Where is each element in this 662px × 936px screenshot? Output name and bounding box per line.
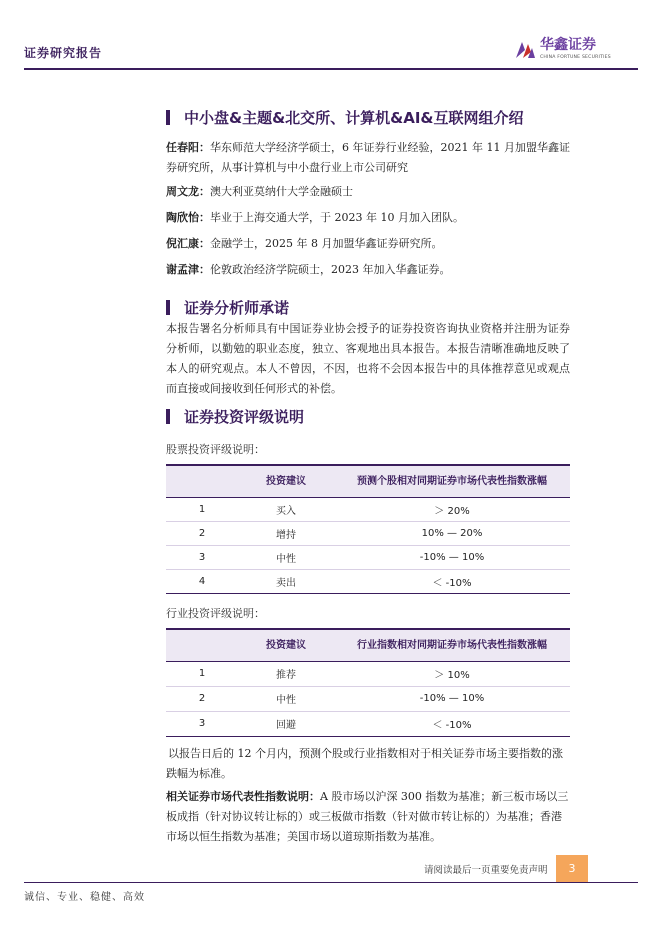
table-row [166, 521, 570, 545]
table-row [166, 497, 570, 521]
table-cell: -10% — 10% [334, 545, 570, 569]
rating-heading-text: 证券投资评级说明 [184, 408, 305, 426]
disclaimer-notice: 请阅读最后一页重要免责声明 [424, 865, 548, 876]
table-cell: 推荐 [238, 661, 334, 686]
table-cell: ＜ -10% [334, 711, 570, 736]
table-cell: 增持 [238, 521, 334, 545]
commitment-text: 本报告署名分析师具有中国证券业协会授予的证券投资咨询执业资格并注册为证券分析师，以勤勉的职业态度，独立、客观地出具本报告。本报告清晰准确地反映了本人的研究观点。本人不曾因，不因，也将不会因本报告中的具体推荐意见或观点而直接或间接收到任何形式的补偿。 [166, 322, 570, 395]
header-cell: 投资建议 [238, 465, 334, 497]
stock-rating-table [166, 464, 570, 594]
member-name: 陶欣怡： [166, 211, 210, 224]
table-row [166, 661, 570, 686]
table-cell: 1 [166, 661, 238, 686]
member-bio-text: 毕业于上海交通大学，于 2023 年 10 月加入团队。 [210, 211, 464, 224]
member-bio-text: 金融学士，2025 年 8 月加盟华鑫证券研究所。 [210, 237, 443, 250]
header-cell: 行业指数相对同期证券市场代表性指数涨幅 [334, 629, 570, 661]
table-cell: -10% — 10% [334, 686, 570, 711]
stock-rating-label: 股票投资评级说明： [166, 443, 265, 456]
table-cell: 2 [166, 686, 238, 711]
team-member-bio [166, 234, 570, 254]
section-marker [166, 409, 170, 424]
table-row [166, 545, 570, 569]
industry-rating-label: 行业投资评级说明： [166, 607, 265, 620]
commitment-section-heading [166, 297, 289, 318]
company-motto: 诚信、专业、稳健、高效 [24, 892, 145, 903]
table-cell: ＜ -10% [334, 569, 570, 593]
table-row [166, 569, 570, 593]
team-member-bio [166, 260, 570, 280]
section-marker [166, 300, 170, 315]
member-bio-text: 伦敦政治经济学院硕士，2023 年加入华鑫证券。 [210, 263, 451, 276]
index-explanation-label: 相关证券市场代表性指数说明： [166, 790, 320, 803]
table-cell: 卖出 [238, 569, 334, 593]
table-row [166, 686, 570, 711]
header-cell: 投资建议 [238, 629, 334, 661]
table-cell: 买入 [238, 497, 334, 521]
table-cell: 4 [166, 569, 238, 593]
table-cell: 3 [166, 545, 238, 569]
table-cell: 中性 [238, 545, 334, 569]
table-cell: 10% — 20% [334, 521, 570, 545]
table-cell: 中性 [238, 686, 334, 711]
logo-english-name: CHINA FORTUNE SECURITIES [540, 55, 611, 60]
header-cell: 预测个股相对同期证券市场代表性指数涨幅 [334, 465, 570, 497]
team-member-bio [166, 138, 570, 178]
table-header-row [166, 465, 570, 497]
team-member-bio [166, 208, 570, 228]
member-bio-text: 澳大利亚莫纳什大学金融硕士 [210, 185, 353, 198]
team-member-bio [166, 182, 570, 202]
footer-divider [24, 882, 638, 883]
commitment-heading-text: 证券分析师承诺 [184, 299, 290, 317]
logo-chinese-name: 华鑫证券 [540, 37, 596, 53]
member-name: 任春阳： [166, 141, 210, 154]
header-cell [166, 465, 238, 497]
section-marker [166, 110, 170, 125]
member-bio-text: 华东师范大学经济学硕士，6 年证券行业经验，2021 年 11 月加盟华鑫证券研究所，从事计算机与中小盘行业上市公司研究 [166, 141, 570, 174]
rating-period-note: 以报告日后的 12 个月内，预测个股或行业指数相对于相关证券市场主要指数的涨跌幅为标准。 [166, 747, 563, 780]
header-divider [24, 68, 638, 70]
table-cell: 回避 [238, 711, 334, 736]
table-cell: 3 [166, 711, 238, 736]
header-cell [166, 629, 238, 661]
table-cell: ＞ 20% [334, 497, 570, 521]
logo-icon [514, 38, 536, 60]
member-name: 倪汇康： [166, 237, 210, 250]
report-type-title: 证券研究报告 [24, 46, 103, 60]
member-name: 周文龙： [166, 185, 210, 198]
company-logo [514, 38, 611, 60]
rating-section-heading [166, 406, 304, 427]
team-heading-text: 中小盘&主题&北交所、计算机&AI&互联网组介绍 [184, 109, 524, 127]
table-cell: 2 [166, 521, 238, 545]
table-header-row [166, 629, 570, 661]
member-name: 谢孟津： [166, 263, 210, 276]
team-section-heading [166, 107, 524, 128]
table-cell: 1 [166, 497, 238, 521]
table-cell: ＞ 10% [334, 661, 570, 686]
industry-rating-table [166, 628, 570, 737]
table-row [166, 711, 570, 736]
index-explanation [166, 787, 570, 847]
index-explanation-text: A 股市场以沪深 300 指数为基准；新三板市场以三板成指（针对协议转让标的）或三板做市指数（针对做市转让标的）为基准；香港市场以恒生指数为基准；美国市场以道琼斯指数为基准。 [166, 790, 569, 843]
page-number: 3 [556, 855, 588, 882]
